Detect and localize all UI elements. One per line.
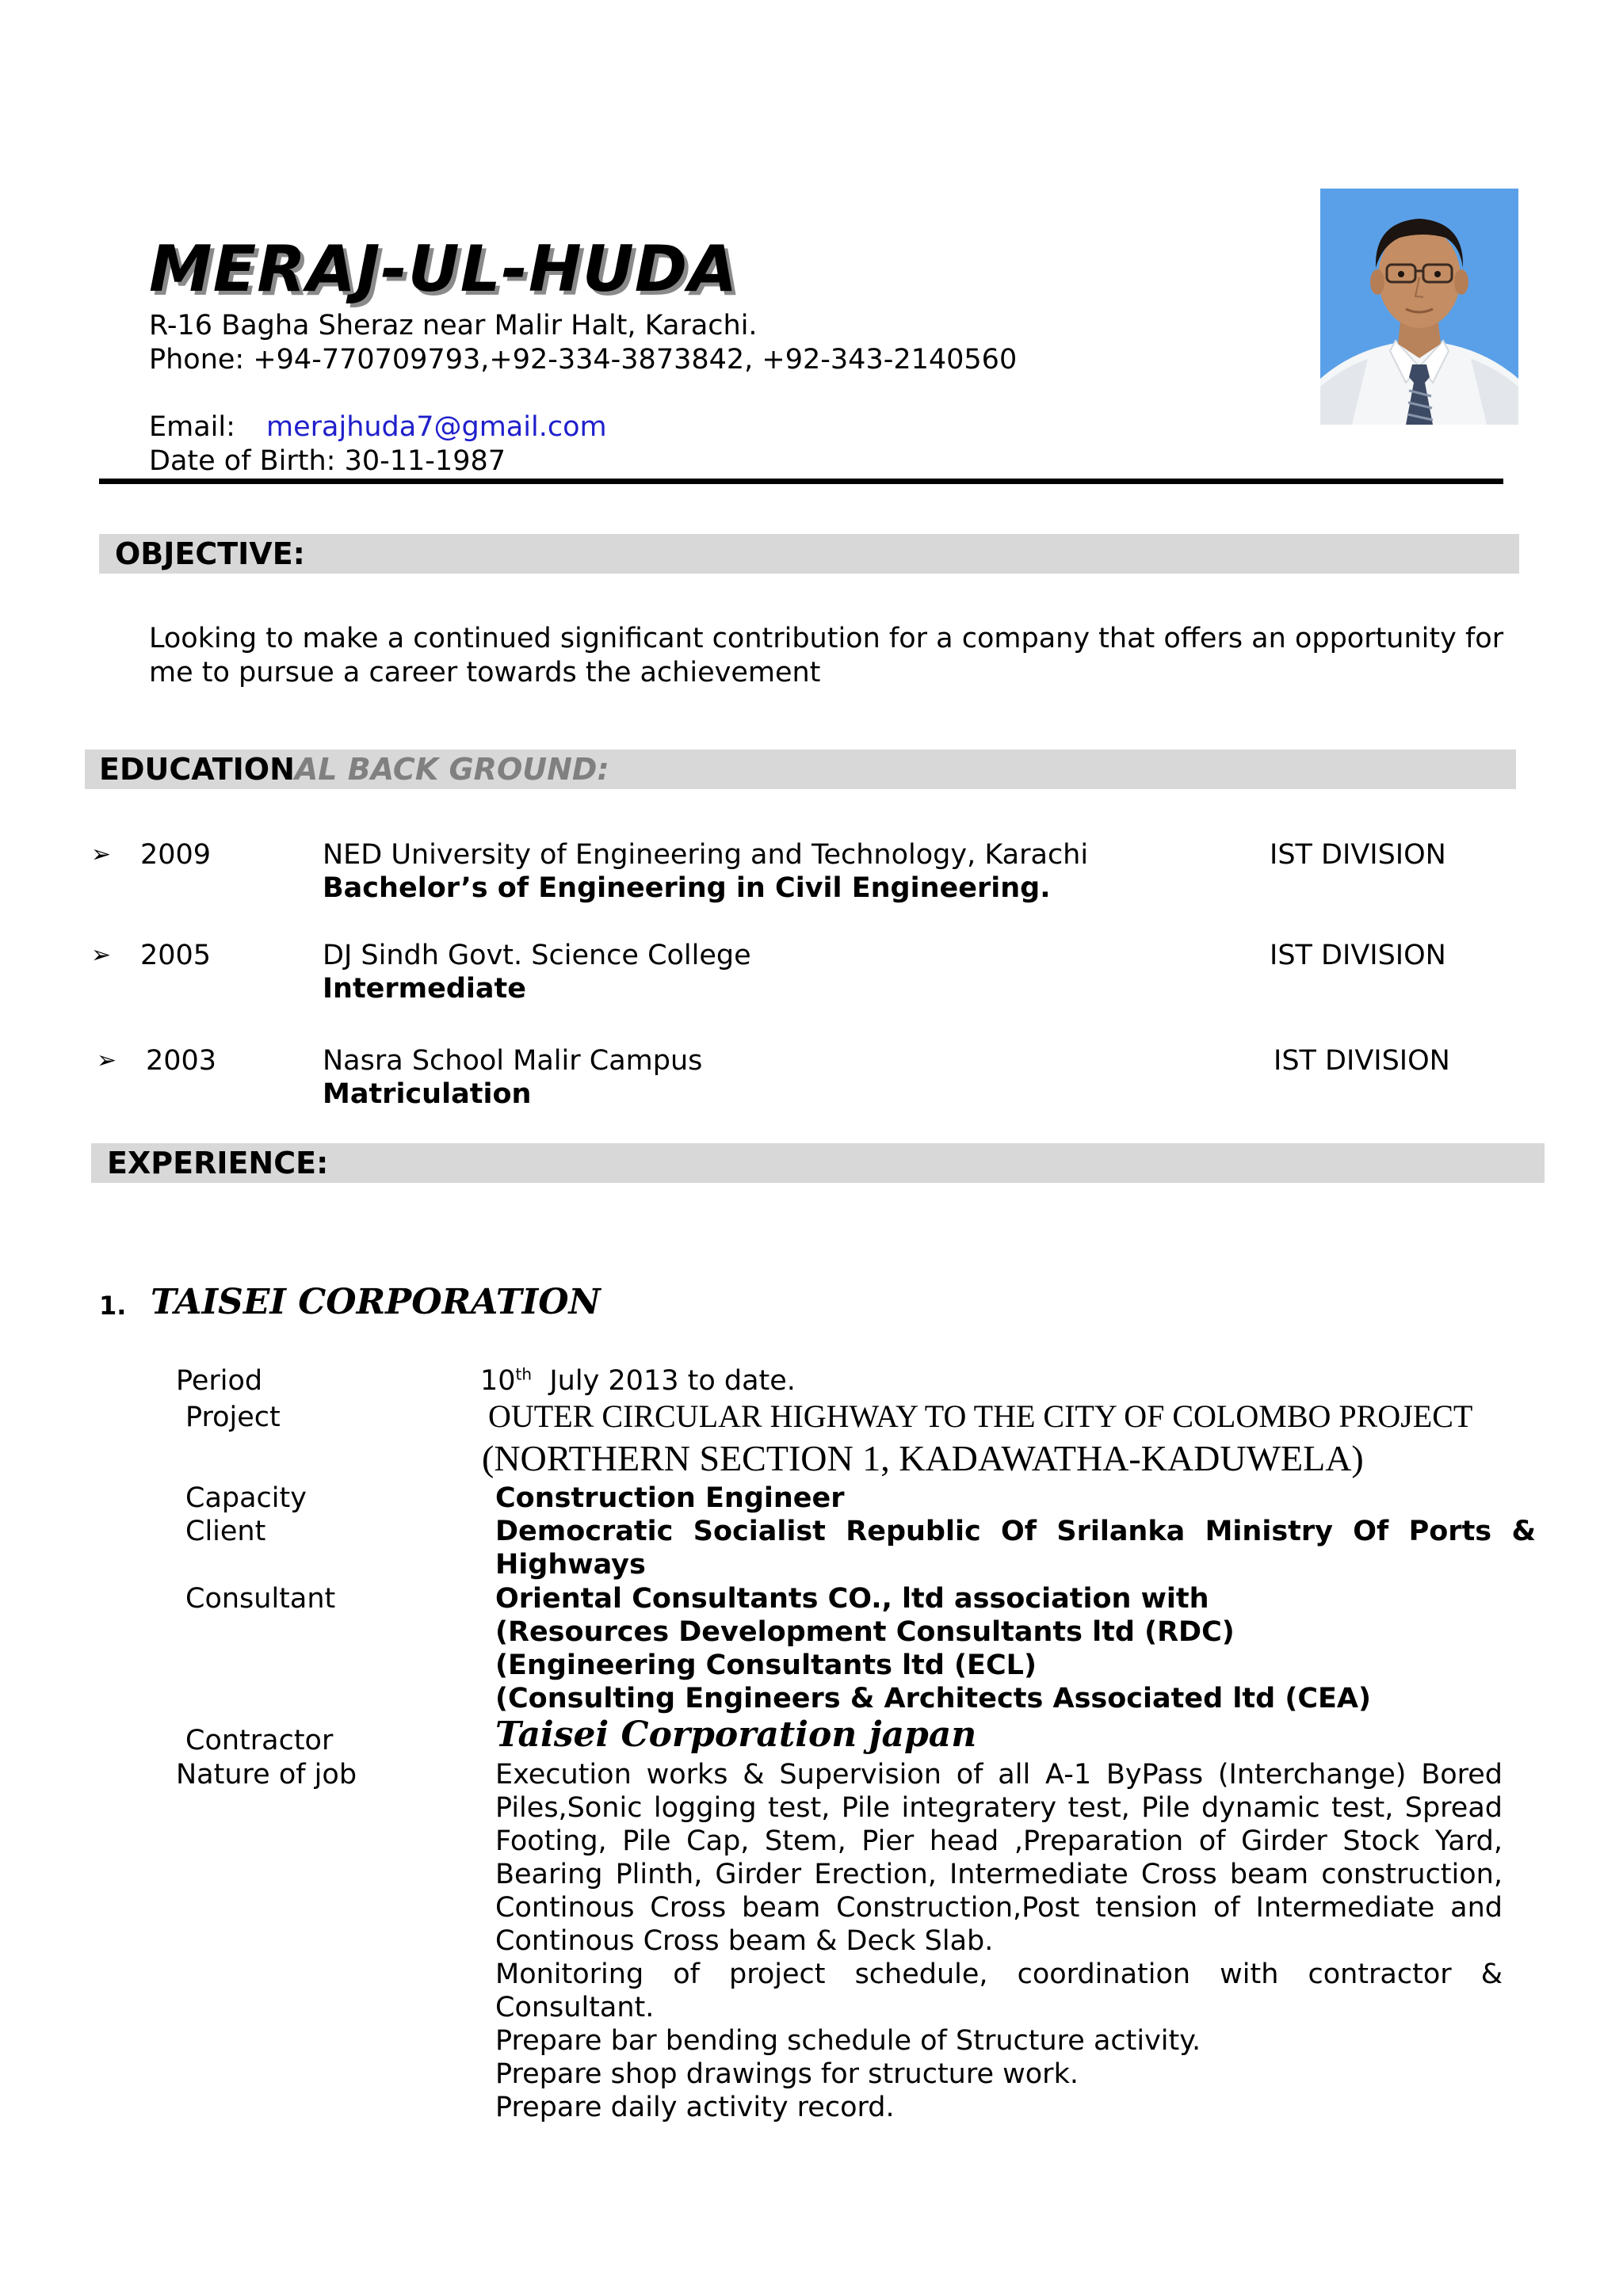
- education-institution: NED University of Engineering and Technology, Karachi: [323, 839, 1089, 871]
- period-value: [480, 1364, 796, 1398]
- nature-line: Bearing Plinth, Girder Erection, Intermediate Cross beam construction,: [495, 1859, 1503, 1890]
- objective-text-line-1: Looking to make a continued significant contribution for a company that offers an opportunity for: [149, 623, 1504, 654]
- education-title: [99, 749, 609, 789]
- nature-line: Consultant.: [495, 1992, 655, 2023]
- nature-line: Prepare bar bending schedule of Structure activity.: [495, 2025, 1201, 2057]
- date-of-birth: Date of Birth: 30-11-1987: [149, 445, 506, 477]
- nature-line: Piles,Sonic logging test, Pile integratery test, Pile dynamic test, Spread: [495, 1792, 1503, 1824]
- arrowhead-bullet-icon: ➢: [97, 1047, 117, 1074]
- education-degree: Intermediate: [323, 973, 527, 1005]
- consultant-line: (Resources Development Consultants ltd (RDC): [495, 1616, 1235, 1648]
- education-division: IST DIVISION: [1270, 940, 1446, 971]
- job-number: 1.: [99, 1291, 127, 1321]
- capacity-value: Construction Engineer: [495, 1482, 845, 1514]
- objective-text-line-2: me to pursue a career towards the achievement: [149, 657, 821, 688]
- education-degree: Matriculation: [323, 1078, 532, 1110]
- project-line-2: (NORTHERN SECTION 1, KADAWATHA-KADUWELA): [482, 1438, 1364, 1478]
- candidate-name: MERAJ-UL-HUDA: [149, 232, 739, 306]
- label-nature-of-job: Nature of job: [176, 1759, 357, 1791]
- label-client: Client: [185, 1516, 266, 1547]
- education-year: 2003: [146, 1045, 217, 1077]
- education-division: IST DIVISION: [1274, 1045, 1450, 1077]
- address: R-16 Bagha Sheraz near Malir Halt, Karachi.: [149, 310, 758, 341]
- arrowhead-bullet-icon: ➢: [91, 941, 112, 969]
- client-line: Democratic Socialist Republic Of Srilanka Ministry Of Ports &: [495, 1516, 1536, 1547]
- profile-photo: [1320, 189, 1518, 425]
- label-consultant: Consultant: [185, 1583, 336, 1615]
- nature-line: Execution works & Supervision of all A-1 ByPass (Interchange) Bored: [495, 1759, 1503, 1791]
- nature-line: Prepare shop drawings for structure work.: [495, 2058, 1079, 2090]
- period-day: 10: [480, 1365, 516, 1397]
- consultant-line: (Consulting Engineers & Architects Associated ltd (CEA): [495, 1683, 1372, 1714]
- nature-line: Continous Cross beam Construction,Post tension of Intermediate and: [495, 1892, 1503, 1924]
- phone: Phone: +94-770709793,+92-334-3873842, +92-343-2140560: [149, 344, 1018, 376]
- education-title-tail: AL BACK GROUND:: [294, 752, 609, 787]
- header-divider: [99, 479, 1503, 484]
- project-line-1: OUTER CIRCULAR HIGHWAY TO THE CITY OF COLOMBO PROJECT: [488, 1398, 1473, 1434]
- education-year: 2009: [140, 839, 212, 871]
- education-institution: Nasra School Malir Campus: [323, 1045, 703, 1077]
- nature-line: Continous Cross beam & Deck Slab.: [495, 1925, 994, 1957]
- consultant-line: Oriental Consultants CO., ltd association with: [495, 1583, 1209, 1615]
- client-line: Highways: [495, 1549, 646, 1581]
- email-link[interactable]: merajhuda7@gmail.com: [266, 411, 607, 443]
- period-day-suffix: th: [515, 1364, 533, 1384]
- job-company: TAISEI CORPORATION: [151, 1282, 601, 1322]
- nature-of-job-value: [495, 1758, 1503, 2124]
- client-value: [495, 1515, 1536, 1581]
- label-period: Period: [176, 1365, 263, 1397]
- label-contractor: Contractor: [185, 1725, 334, 1756]
- nature-line: Prepare daily activity record.: [495, 2092, 895, 2123]
- education-title-main: EDUCATION: [99, 752, 295, 787]
- label-project: Project: [185, 1402, 281, 1433]
- period-rest: July 2013 to date.: [549, 1365, 796, 1397]
- education-year: 2005: [140, 940, 212, 971]
- arrowhead-bullet-icon: ➢: [91, 841, 112, 868]
- contractor-value: Taisei Corporation japan: [495, 1714, 977, 1755]
- consultant-line: (Engineering Consultants ltd (ECL): [495, 1650, 1037, 1681]
- objective-title: OBJECTIVE:: [115, 536, 305, 571]
- label-capacity: Capacity: [185, 1482, 307, 1514]
- nature-line: Footing, Pile Cap, Stem, Pier head ,Preparation of Girder Stock Yard,: [495, 1825, 1503, 1857]
- education-division: IST DIVISION: [1270, 839, 1446, 871]
- experience-title: EXPERIENCE:: [107, 1146, 329, 1180]
- nature-line: Monitoring of project schedule, coordination with contractor &: [495, 1958, 1503, 1990]
- education-degree: Bachelor’s of Engineering in Civil Engineering.: [323, 872, 1051, 904]
- email-label: Email:: [149, 411, 235, 443]
- objective-section-bar: [99, 534, 1519, 574]
- education-institution: DJ Sindh Govt. Science College: [323, 940, 751, 971]
